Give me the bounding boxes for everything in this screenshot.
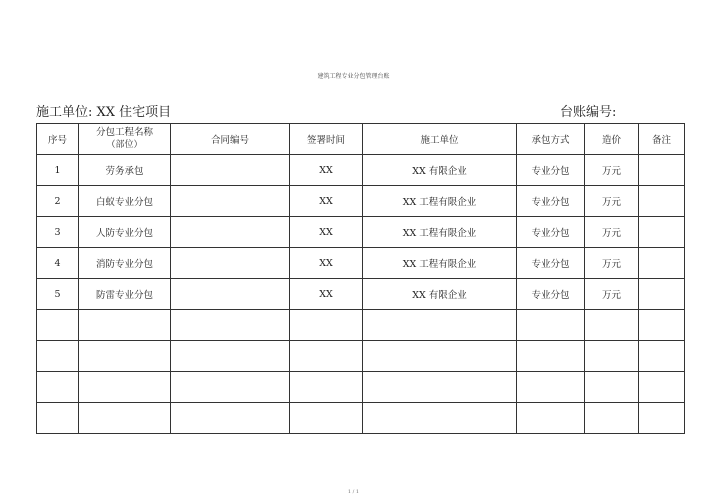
cell-construction-unit: XX 工程有限企业 (363, 186, 517, 217)
header-remark: 备注 (639, 124, 685, 155)
cell-cost (585, 310, 639, 341)
page-number: 1 / 1 (347, 489, 360, 495)
cell-contract-no (171, 279, 290, 310)
cell-seq: 2 (37, 186, 79, 217)
cell-cost: 万元 (585, 279, 639, 310)
table-row (37, 310, 685, 341)
cell-construction-unit (363, 341, 517, 372)
cell-contract-no (171, 341, 290, 372)
cell-remark (639, 403, 685, 434)
cell-cost: 万元 (585, 248, 639, 279)
cell-contract-no (171, 217, 290, 248)
header-subcontract-name (79, 124, 171, 155)
cell-contract-mode (517, 310, 585, 341)
table-row (37, 279, 685, 310)
table-row (37, 372, 685, 403)
cell-cost (585, 403, 639, 434)
cell-construction-unit: XX 有限企业 (363, 279, 517, 310)
cell-construction-unit (363, 372, 517, 403)
cell-subcontract-name (79, 310, 171, 341)
cell-contract-mode: 专业分包 (517, 155, 585, 186)
cell-remark (639, 279, 685, 310)
cell-contract-no (171, 186, 290, 217)
cell-subcontract-name: 人防专业分包 (79, 217, 171, 248)
table-row (37, 186, 685, 217)
cell-contract-no (171, 403, 290, 434)
header-seq: 序号 (37, 124, 79, 155)
header-construction-unit: 施工单位 (363, 124, 517, 155)
cell-subcontract-name (79, 372, 171, 403)
cell-cost: 万元 (585, 155, 639, 186)
cell-sign-time: XX (290, 279, 363, 310)
cell-contract-no (171, 155, 290, 186)
cell-subcontract-name: 消防专业分包 (79, 248, 171, 279)
cell-contract-mode: 专业分包 (517, 279, 585, 310)
cell-contract-mode (517, 372, 585, 403)
header-cost: 造价 (585, 124, 639, 155)
header-subcontract-name-sub: （部位） (106, 140, 143, 150)
cell-construction-unit: XX 工程有限企业 (363, 248, 517, 279)
cell-cost: 万元 (585, 186, 639, 217)
cell-subcontract-name (79, 403, 171, 434)
header-contract-no: 合同编号 (171, 124, 290, 155)
cell-contract-mode (517, 341, 585, 372)
cell-contract-mode: 专业分包 (517, 186, 585, 217)
cell-seq (37, 341, 79, 372)
cell-contract-mode: 专业分包 (517, 217, 585, 248)
cell-remark (639, 310, 685, 341)
cell-sign-time: XX (290, 248, 363, 279)
cell-construction-unit (363, 403, 517, 434)
cell-contract-no (171, 248, 290, 279)
table-row (37, 403, 685, 434)
cell-subcontract-name: 劳务承包 (79, 155, 171, 186)
cell-sign-time: XX (290, 155, 363, 186)
table-row (37, 217, 685, 248)
cell-seq (37, 310, 79, 341)
cell-sign-time: XX (290, 217, 363, 248)
cell-contract-mode: 专业分包 (517, 248, 585, 279)
cell-remark (639, 341, 685, 372)
table-row (37, 155, 685, 186)
cell-seq: 4 (37, 248, 79, 279)
cell-cost (585, 341, 639, 372)
cell-sign-time (290, 403, 363, 434)
cell-sign-time (290, 310, 363, 341)
cell-remark (639, 372, 685, 403)
cell-cost: 万元 (585, 217, 639, 248)
header-sign-time: 签署时间 (290, 124, 363, 155)
cell-seq: 3 (37, 217, 79, 248)
cell-contract-no (171, 310, 290, 341)
cell-sign-time (290, 341, 363, 372)
cell-remark (639, 186, 685, 217)
subcontract-ledger-table (36, 123, 685, 434)
cell-subcontract-name: 白蚁专业分包 (79, 186, 171, 217)
header-contract-mode: 承包方式 (517, 124, 585, 155)
table-row (37, 341, 685, 372)
cell-remark (639, 155, 685, 186)
cell-seq (37, 372, 79, 403)
cell-contract-no (171, 372, 290, 403)
header-subcontract-name-main: 分包工程名称 (95, 127, 153, 138)
cell-remark (639, 248, 685, 279)
cell-seq: 1 (37, 155, 79, 186)
cell-seq: 5 (37, 279, 79, 310)
cell-cost (585, 372, 639, 403)
cell-seq (37, 403, 79, 434)
table-row (37, 248, 685, 279)
construction-unit-label: 施工单位: XX 住宅项目 (36, 105, 172, 120)
cell-sign-time (290, 372, 363, 403)
cell-sign-time: XX (290, 186, 363, 217)
ledger-number-label: 台账编号: (560, 105, 617, 120)
cell-construction-unit (363, 310, 517, 341)
cell-subcontract-name (79, 341, 171, 372)
cell-construction-unit: XX 有限企业 (363, 155, 517, 186)
cell-contract-mode (517, 403, 585, 434)
document-title: 建筑工程专业分包管理台账 (317, 73, 390, 80)
cell-subcontract-name: 防雷专业分包 (79, 279, 171, 310)
table-header-row (37, 124, 685, 155)
cell-construction-unit: XX 工程有限企业 (363, 217, 517, 248)
cell-remark (639, 217, 685, 248)
